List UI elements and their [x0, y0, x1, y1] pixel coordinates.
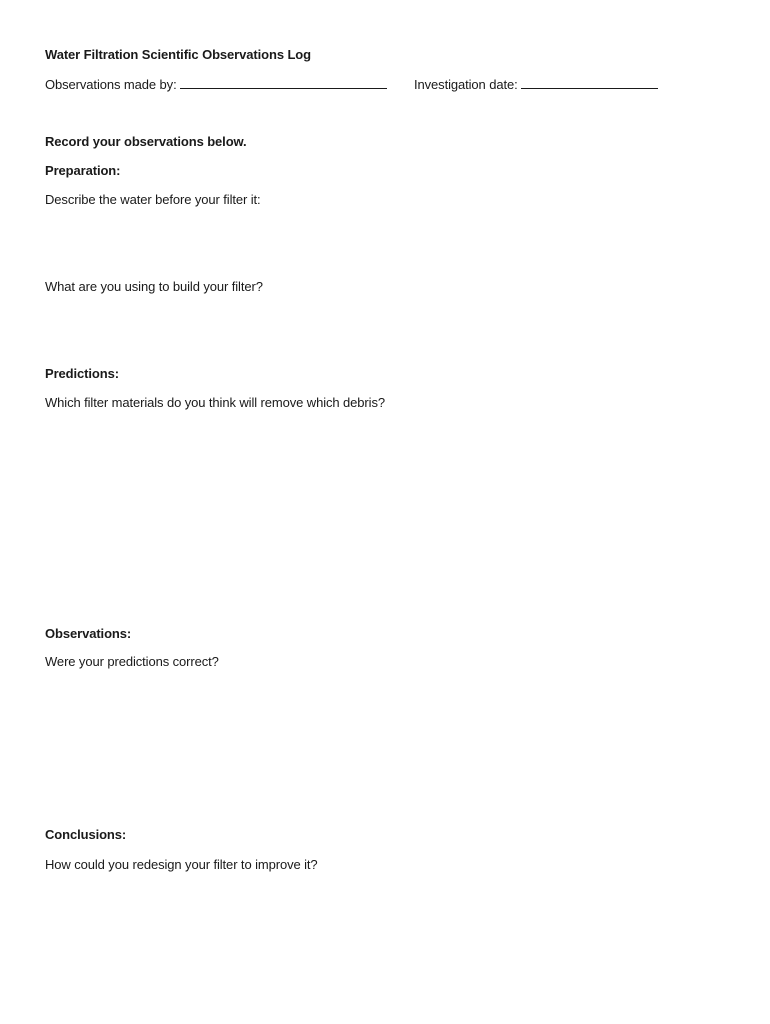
observations-question: Were your predictions correct? — [45, 654, 219, 669]
preparation-question-2: What are you using to build your filter? — [45, 279, 263, 294]
preparation-heading: Preparation: — [45, 163, 121, 178]
preparation-question-1: Describe the water before your filter it: — [45, 192, 261, 207]
predictions-heading: Predictions: — [45, 366, 119, 381]
date-label: Investigation date: — [414, 77, 518, 92]
observer-label: Observations made by: — [45, 77, 177, 92]
observer-blank-line[interactable] — [180, 76, 387, 89]
conclusions-question: How could you redesign your filter to improve it? — [45, 857, 318, 872]
date-field — [414, 76, 658, 93]
date-blank-line[interactable] — [521, 76, 658, 89]
worksheet-title: Water Filtration Scientific Observations Log — [45, 47, 311, 62]
instructions-text: Record your observations below. — [45, 134, 247, 149]
predictions-question: Which filter materials do you think will remove which debris? — [45, 395, 385, 410]
conclusions-heading: Conclusions: — [45, 827, 127, 842]
observations-heading: Observations: — [45, 626, 132, 641]
observer-field — [45, 76, 387, 93]
